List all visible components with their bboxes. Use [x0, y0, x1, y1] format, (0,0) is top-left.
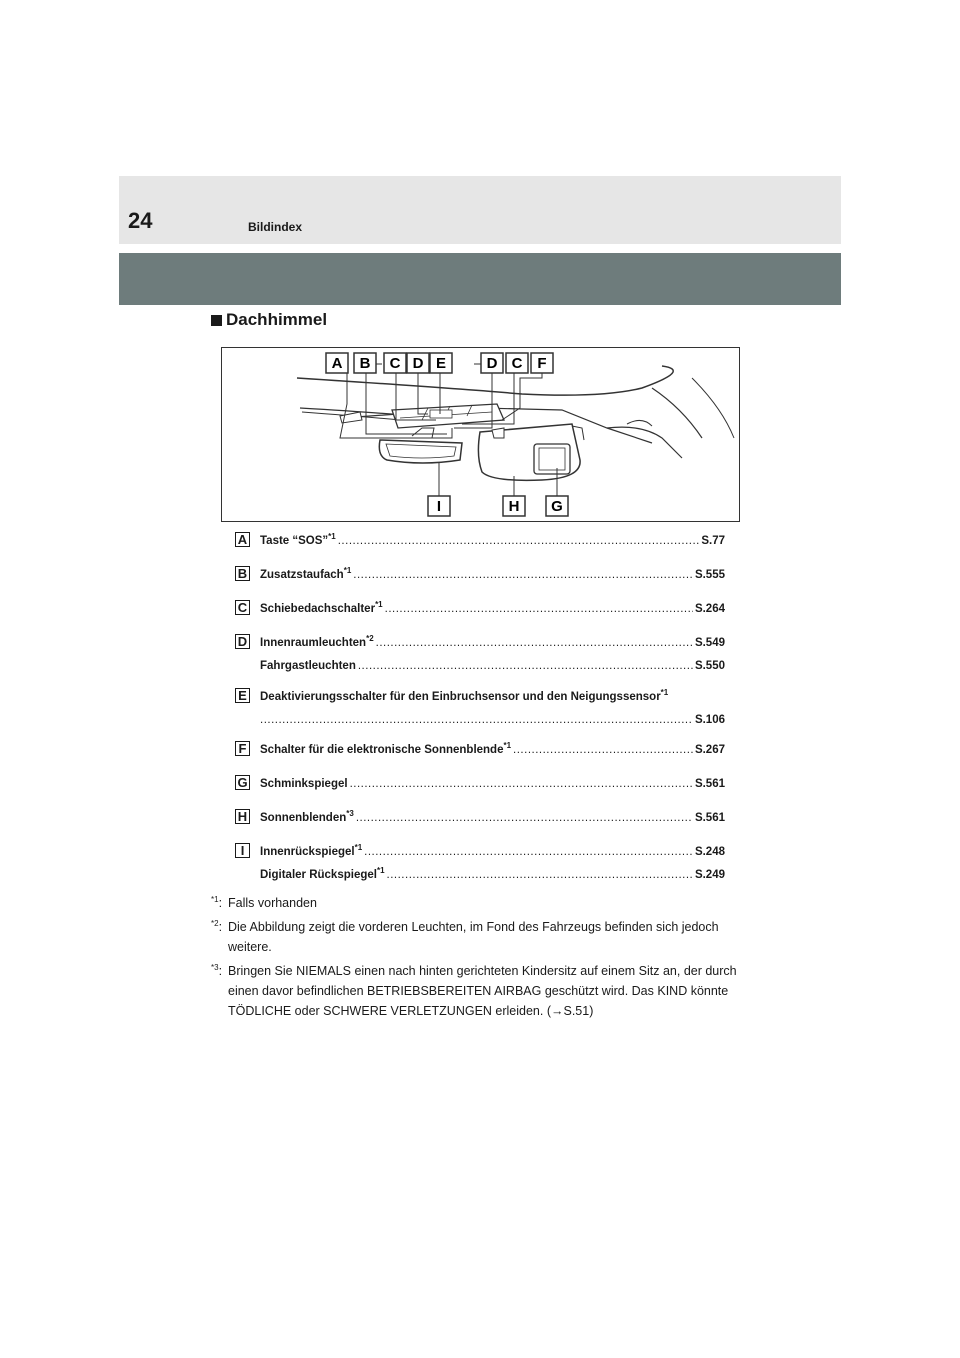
section-band — [119, 253, 841, 305]
callout-top-2 — [384, 353, 406, 373]
entry-line — [260, 714, 725, 726]
page-reference[interactable]: S.549 — [694, 637, 725, 649]
svg-text:C: C — [511, 355, 523, 372]
entry-marker: D — [235, 634, 250, 649]
footnote-text: Die Abbildung zeigt die vorderen Leuchten, im Fond des Fahrzeugs befinden sich jedoch weitere. — [228, 920, 719, 954]
page-reference[interactable]: S.561 — [694, 812, 725, 824]
callout-top-3 — [407, 353, 429, 373]
callout-top-5 — [481, 353, 503, 373]
svg-text:C: C — [389, 355, 401, 372]
entry-label: Schminkspiegel — [260, 778, 348, 790]
entry-line — [260, 843, 725, 858]
page-reference[interactable]: S.555 — [694, 569, 725, 581]
entry-label: Fahrgastleuchten — [260, 660, 356, 672]
entry-label: Schiebedachschalter$^{*1}$ — [260, 600, 383, 615]
entry-label: Zusatzstaufach$^{*1}$ — [260, 566, 352, 581]
page-reference[interactable]: S.267 — [694, 744, 725, 756]
entry-marker: I — [235, 843, 250, 858]
page-reference[interactable]: S.77 — [701, 535, 725, 547]
footnote: $^{*3}$: Bringen Sie NIEMALS einen nach hinten gerichteten Kindersitz auf einem Sitz an, der durch einen davor befindlichen BETRIEBSBEREITEN AIRBAG geschützt wird. Das KIND könnte TÖDLICHE oder SCHWERE VERLETZUNGEN erleiden. (→S.51) — [211, 963, 737, 1018]
header-band — [119, 176, 841, 244]
headliner-illustration — [221, 347, 740, 522]
callout-top-1 — [354, 353, 376, 373]
section-title — [211, 310, 327, 330]
entry-line — [260, 566, 725, 581]
page-reference[interactable]: S.249 — [694, 869, 725, 881]
footnote-text: Falls vorhanden — [228, 896, 317, 910]
page-reference[interactable]: S.264 — [694, 603, 725, 615]
page-reference[interactable]: S.106 — [694, 714, 725, 726]
entry-marker: H — [235, 809, 250, 824]
svg-text:E: E — [435, 355, 447, 372]
entry-marker: F — [235, 741, 250, 756]
callout-bottom-2 — [546, 496, 568, 516]
entry-marker: G — [235, 775, 250, 790]
headliner-drawing — [222, 348, 739, 521]
entry-label: Digitaler Rückspiegel$^{*1}$ — [260, 866, 385, 881]
svg-text:H: H — [508, 498, 520, 515]
callout-top-6 — [506, 353, 528, 373]
entry-line — [260, 600, 725, 615]
entry-line — [260, 741, 725, 756]
entry-line — [260, 660, 725, 672]
entry-line — [260, 809, 725, 824]
entry-marker: E — [235, 688, 250, 703]
footnote: $^{*2}$: Die Abbildung zeigt die vorderen Leuchten, im Fond des Fahrzeugs befinden sich jedoch weitere. — [211, 919, 719, 954]
svg-text:B: B — [359, 355, 371, 372]
entry-line — [260, 532, 725, 547]
svg-text:G: G — [551, 498, 563, 515]
svg-text:F: F — [537, 355, 547, 372]
callout-top-4 — [430, 353, 452, 373]
footnote-text: Bringen Sie NIEMALS einen nach hinten gerichteten Kindersitz auf einem Sitz an, der durch einen davor befindlichen BETRIEBSBEREITEN AIRBAG geschützt wird. Das KIND könnte TÖDLICHE oder SCHWERE VERLETZUNGEN erleiden. (→S.51) — [228, 964, 737, 1018]
page-reference[interactable]: S.550 — [694, 660, 725, 672]
entry-marker: A — [235, 532, 250, 547]
entry-label: Deaktivierungsschalter für den Einbruchsensor und den Neigungssensor$^{*1}$ — [260, 688, 669, 703]
entry-label: Innenrückspiegel$^{*1}$ — [260, 843, 363, 858]
callout-bottom-0 — [428, 496, 450, 516]
svg-text:A: A — [331, 355, 343, 372]
entry-marker: B — [235, 566, 250, 581]
entry-line — [260, 634, 725, 649]
svg-text:I: I — [436, 498, 442, 515]
svg-text:D: D — [486, 355, 498, 372]
callout-bottom-1 — [503, 496, 525, 516]
section-bullet-icon — [211, 315, 222, 326]
entry-line — [260, 866, 725, 881]
callout-top-7 — [531, 353, 553, 373]
page-reference[interactable]: S.561 — [694, 778, 725, 790]
footnote: $^{*1}$: Falls vorhanden — [211, 895, 317, 910]
entry-label: Sonnenblenden$^{*3}$ — [260, 809, 354, 824]
svg-text:D: D — [412, 355, 424, 372]
entry-line — [260, 778, 725, 790]
footnotes — [211, 893, 751, 1025]
entry-marker: C — [235, 600, 250, 615]
section-title-text: Dachhimmel — [226, 310, 328, 329]
page-reference[interactable]: S.248 — [694, 846, 725, 858]
running-title: Bildindex — [248, 220, 303, 234]
callout-top-0 — [326, 353, 348, 373]
page-number: 24 — [128, 208, 153, 233]
entry-label: Innenraumleuchten$^{*2}$ — [260, 634, 374, 649]
entry-label: Taste “SOS”$^{*1}$ — [260, 532, 336, 547]
entry-line — [260, 688, 725, 703]
entry-label: Schalter für die elektronische Sonnenblende$^{*1}$ — [260, 741, 512, 756]
